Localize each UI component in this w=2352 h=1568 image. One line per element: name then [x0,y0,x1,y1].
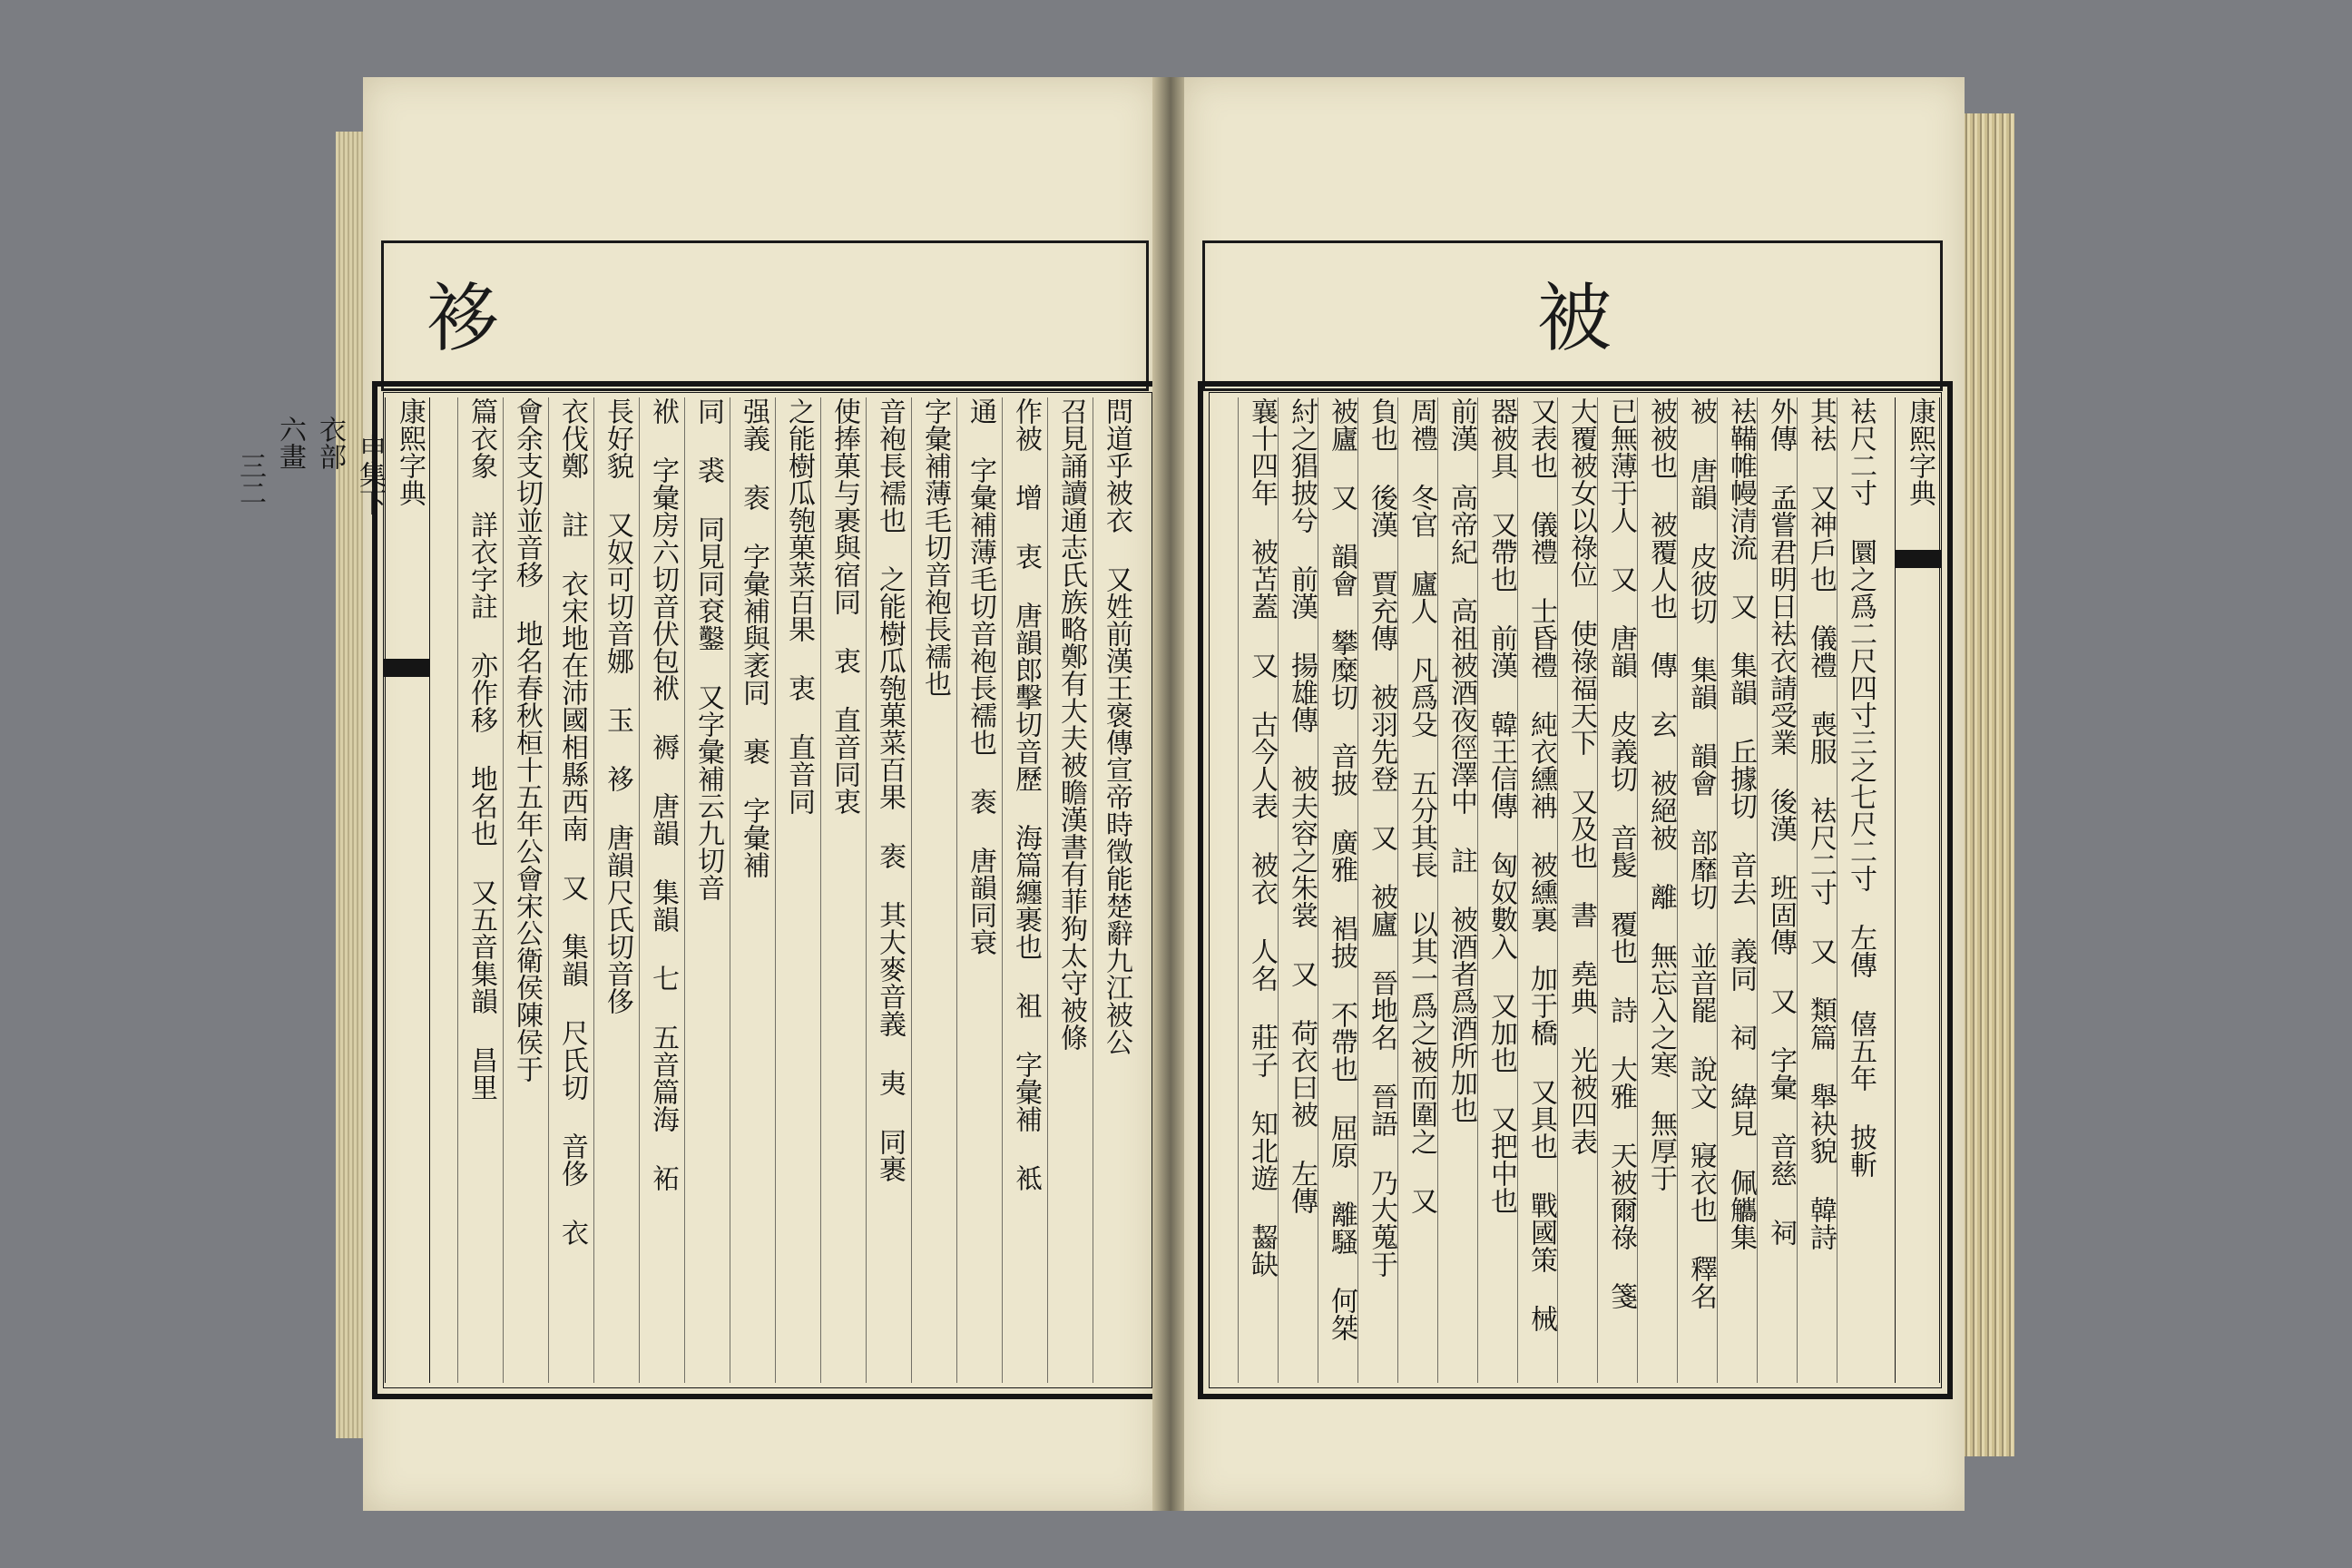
right-margin-strip [1895,397,1940,1383]
left-column-rule [639,397,640,1383]
left-column-rule [775,397,776,1383]
right-text-column: 器被具 又帶也 前漢 韓王信傳 匈奴數入 又加也 又把中也 [1485,397,1517,1214]
left-text-column: 會余支切並音移 地名春秋桓十五年公會宋公衛侯陳侯于 [511,397,543,1083]
left-column-rule [956,397,957,1383]
right-text-column: 被被也 被覆人也 傳 玄 被絕被 離 無忘入之寒 無厚于 [1645,397,1677,1191]
right-text-column: 又表也 儀禮 士昏禮 純衣纁袡 被纁裏 加于橋 又具也 戰國策 械 [1525,397,1557,1332]
right-text-frame [1198,381,1953,1399]
right-text-column: 袪鞴帷幔清流 又 集韻 丘據切 音去 義同 祠 緯見 佩觿集 [1725,397,1757,1250]
left-text-column: 通 字彙補薄毛切音袍長襦也 袠 唐韻同衰 [965,397,996,956]
left-column-rule [684,397,685,1383]
right-text-column: 已無薄于人 又 唐韻 皮義切 音髲 覆也 詩 大雅 天被爾祿 箋 [1605,397,1637,1309]
right-text-column: 外傳 孟嘗君明日袪衣請受業 後漢 班固傳 又 字彙 音慈 祠 [1765,397,1797,1246]
left-text-column: 問道乎被衣 又姓前漢王褒傳宣帝時徵能楚辭九江被公 [1101,397,1132,1055]
left-text-column: 强義 袠 字彙補與袤同 裹 字彙補 [738,397,769,878]
fishtail-mark [383,659,430,677]
left-text-column: 召見誦讀通志氏族略鄭有大夫被瞻漢書有菲狗太守被條 [1055,397,1087,1051]
right-header-box [1202,240,1943,391]
left-text-column: 同 裘 同見同袞鑿 又字彙補云九切音 [692,397,724,901]
open-book [234,77,2014,1511]
left-column-rule [1047,397,1048,1383]
right-text-column: 紂之猖披兮 前漢 揚雄傳 被夫容之朱裳 又 荷衣曰被 左傳 [1286,397,1318,1214]
right-text-column: 負也 後漢 賈充傳 被羽先登 又 被廬 晉地名 晉語 乃大蒐于 [1366,397,1397,1278]
left-column-rule [911,397,912,1383]
right-fishtail-mark [1895,550,1942,568]
right-column-rule [1238,397,1239,1383]
left-column-rule [548,397,549,1383]
left-text-column: 衣伐鄭 註 衣宋地在沛國相縣西南 又 集韻 尺氏切 音侈 衣 [556,397,588,1246]
margin-strokes: 六畫 [274,416,306,470]
left-text-column: 長好貌 又奴可切音娜 玉 袳 唐韻尺氏切音侈 [602,397,633,1014]
margin-title: 康熙字典 [394,397,426,506]
right-header-seal: 被 [1524,279,1612,353]
left-column-rule [503,397,504,1383]
right-text-column: 袪尺二寸 圜之爲二尺四寸三之七尺二寸 左傳 僖五年 披斬 [1845,397,1877,1178]
right-text-column: 大覆被女以祿位 使祿福天下 又及也 書 堯典 光被四表 [1565,397,1597,1155]
left-page [234,77,1157,1511]
left-column-rule [1002,397,1003,1383]
left-text-column: 字彙補薄毛切音袍長襦也 [919,397,951,697]
left-text-column: 之能樹瓜匏菓菜百果 衷 直音同 [783,397,815,815]
left-margin-strip [234,397,430,1383]
book-gutter [1152,77,1189,1511]
left-text-column: 作被 增 衷 唐韻郎擊切音歷 海篇纏裹也 袓 字彙補 袛 [1010,397,1042,1191]
right-text-column: 被廬 又 韻會 攀糜切 音披 廣雅 裮披 不帶也 屈原 離騷 何桀 [1326,397,1357,1341]
left-text-frame [234,381,1163,1399]
right-text-column: 其袪 又神戶也 儀禮 喪服 袪尺二寸 又 類篇 舉袂貌 韓詩 [1805,397,1837,1250]
left-header-seal: 袳 [413,279,500,353]
left-column-rule [593,397,594,1383]
right-text-column: 襄十四年 被苫蓋 又 古今人表 被衣 人名 莊子 知北遊 齧缺 [1246,397,1278,1278]
left-text-column: 篇衣象 詳衣字註 亦作移 地名也 又五音集韻 昌里 [466,397,497,1101]
left-header-box [381,240,1149,391]
left-column-rule [457,397,458,1383]
right-page [1184,77,1965,1511]
right-text-column: 前漢 高帝紀 高祖被酒夜徑澤中 註 被酒者爲酒所加也 [1446,397,1477,1123]
margin-page-number: 三二 [234,452,266,506]
margin-section: 申集下 [354,434,386,515]
left-column-rule [820,397,821,1383]
margin-radical: 衣部 [314,416,346,470]
right-margin-title: 康熙字典 [1904,397,1936,506]
right-text-column: 周禮 冬官 廬人 凡爲殳 五分其長 以其一爲之被而圍之 又 [1406,397,1437,1214]
left-text-column: 音袍長襦也 之能樹瓜匏菓菜百果 袠 其大麥音義 夷 同裹 [874,397,906,1182]
left-column-rule [866,397,867,1383]
left-text-column: 袱 字彙房六切音伏包袱 褥 唐韻 集韻 七 五音篇海 袥 [647,397,679,1191]
right-text-column: 被 唐韻 皮彼切 集韻 韻會 部靡切 並音罷 說文 寢衣也 釋名 [1685,397,1717,1309]
left-text-column: 使捧菓与裹與宿同 衷 直音同衷 [828,397,860,815]
